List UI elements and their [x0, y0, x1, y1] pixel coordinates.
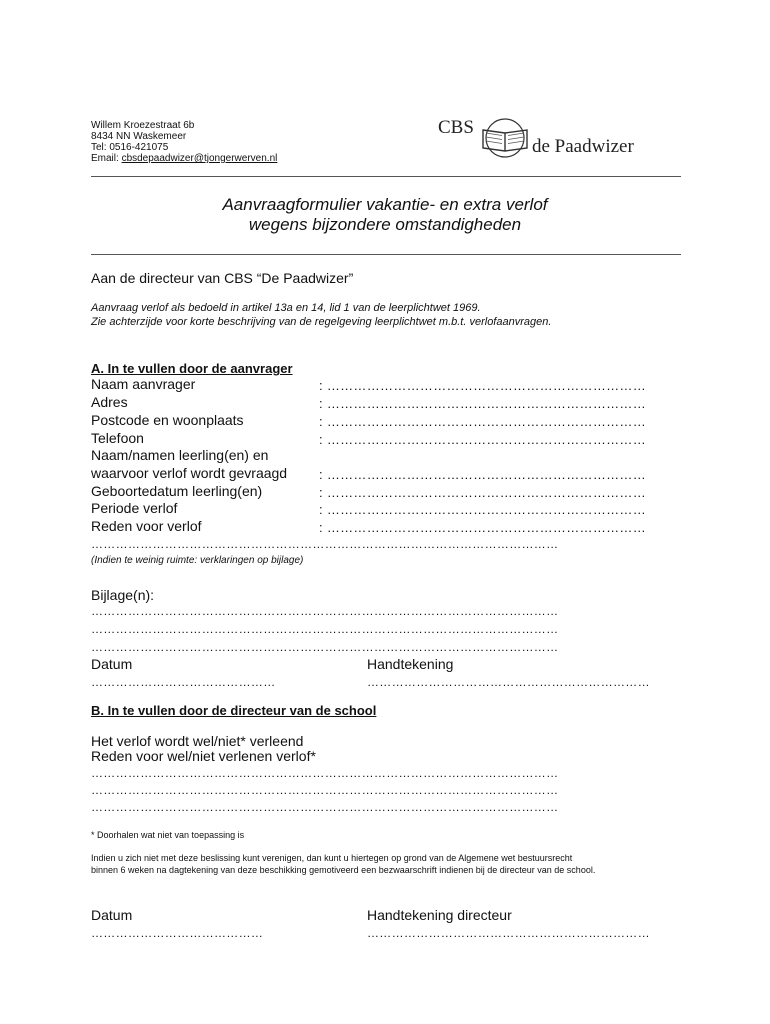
- field-input-leerlingen[interactable]: : ………………………………………………………………: [319, 467, 647, 482]
- date-label-a: Datum: [91, 656, 133, 672]
- leave-reason-line: Reden voor wel/niet verlenen verlof*: [91, 748, 316, 764]
- field-label-telefoon: Telefoon: [91, 430, 144, 446]
- date-input-a[interactable]: ………………………………………: [91, 675, 276, 689]
- field-input-geboortedatum[interactable]: : ………………………………………………………………: [319, 485, 647, 500]
- attachment-line-3[interactable]: ……………………………………………………………………………………………………: [91, 640, 559, 654]
- intro-note-1: Aanvraag verlof als bedoeld in artikel 13a en 14, lid 1 van de leerplichtwet 1969.: [91, 302, 481, 314]
- date-input-b[interactable]: ……………………………………: [91, 926, 264, 940]
- field-label-adres: Adres: [91, 394, 128, 410]
- appeal-text-2: binnen 6 weken na dagtekening van deze beschikking gemotiveerd een bezwaarschrift indienen bij de directeur van de school.: [91, 865, 596, 875]
- leave-granted-line: Het verlof wordt wel/niet* verleend: [91, 733, 304, 749]
- field-input-reden[interactable]: : ………………………………………………………………: [319, 520, 647, 535]
- intro-note-2: Zie achterzijde voor korte beschrijving van de regelgeving leerplichtwet m.b.t. verlofaanvragen.: [91, 316, 552, 328]
- appeal-text-1: Indien u zich niet met deze beslissing kunt verenigen, dan kunt u hiertegen op grond van de Algemene wet bestuursrecht: [91, 853, 573, 863]
- addressee: Aan de directeur van CBS “De Paadwizer”: [91, 270, 354, 286]
- book-logo-icon: [477, 118, 537, 160]
- signature-input-b[interactable]: ……………………………………………………………: [367, 926, 650, 940]
- address-postal: 8434 NN Waskemeer: [91, 131, 187, 142]
- space-note: (Indien te weinig ruimte: verklaringen op bijlage): [91, 555, 304, 566]
- section-b-heading: B. In te vullen door de directeur van de school: [91, 703, 377, 718]
- attachment-line-1[interactable]: ……………………………………………………………………………………………………: [91, 604, 559, 618]
- signature-input-a[interactable]: ……………………………………………………………: [367, 675, 650, 689]
- signature-label-a: Handtekening: [367, 656, 454, 672]
- field-label-leerlingen: Naam/namen leerling(en) en: [91, 447, 269, 463]
- address-email-line: [91, 153, 277, 164]
- logo-cbs: CBS: [438, 117, 474, 138]
- field-label-postcode: Postcode en woonplaats: [91, 412, 244, 428]
- field-input-adres[interactable]: : ………………………………………………………………: [319, 396, 647, 411]
- field-label-naam-aanvrager: Naam aanvrager: [91, 376, 196, 392]
- field-input-telefoon[interactable]: : ………………………………………………………………: [319, 432, 647, 447]
- director-reason-line-3[interactable]: ……………………………………………………………………………………………………: [91, 800, 559, 814]
- field-input-naam-aanvrager[interactable]: : ………………………………………………………………: [319, 378, 647, 393]
- form-title-line1: Aanvraagformulier vakantie- en extra verlof: [222, 195, 548, 214]
- address-street: Willem Kroezestraat 6b: [91, 120, 195, 131]
- header-divider: [91, 176, 681, 177]
- section-a-heading: A. In te vullen door de aanvrager: [91, 361, 293, 376]
- field-input-periode[interactable]: : ………………………………………………………………: [319, 502, 647, 517]
- field-input-postcode[interactable]: : ………………………………………………………………: [319, 414, 647, 429]
- field-label-periode: Periode verlof: [91, 500, 178, 516]
- form-title-line2: wegens bijzondere omstandigheden: [248, 215, 522, 234]
- attachments-label: Bijlage(n):: [91, 587, 155, 603]
- field-label-leerlingen-cont: waarvoor verlof wordt gevraagd: [91, 465, 288, 481]
- reden-extra-line[interactable]: ……………………………………………………………………………………………………: [91, 537, 559, 551]
- director-reason-line-1[interactable]: ……………………………………………………………………………………………………: [91, 766, 559, 780]
- email-link[interactable]: cbsdepaadwizer@tjongerwerven.nl: [121, 153, 278, 164]
- email-label: Email:: [91, 153, 122, 164]
- field-label-geboortedatum: Geboortedatum leerling(en): [91, 483, 263, 499]
- field-label-reden: Reden voor verlof: [91, 518, 202, 534]
- address-phone: Tel: 0516-421075: [91, 142, 169, 153]
- attachment-line-2[interactable]: ……………………………………………………………………………………………………: [91, 622, 559, 636]
- footnote: * Doorhalen wat niet van toepassing is: [91, 830, 245, 840]
- logo-name: de Paadwizer: [532, 136, 634, 157]
- signature-label-b: Handtekening directeur: [367, 907, 512, 923]
- title-divider: [91, 254, 681, 255]
- director-reason-line-2[interactable]: ……………………………………………………………………………………………………: [91, 783, 559, 797]
- date-label-b: Datum: [91, 907, 133, 923]
